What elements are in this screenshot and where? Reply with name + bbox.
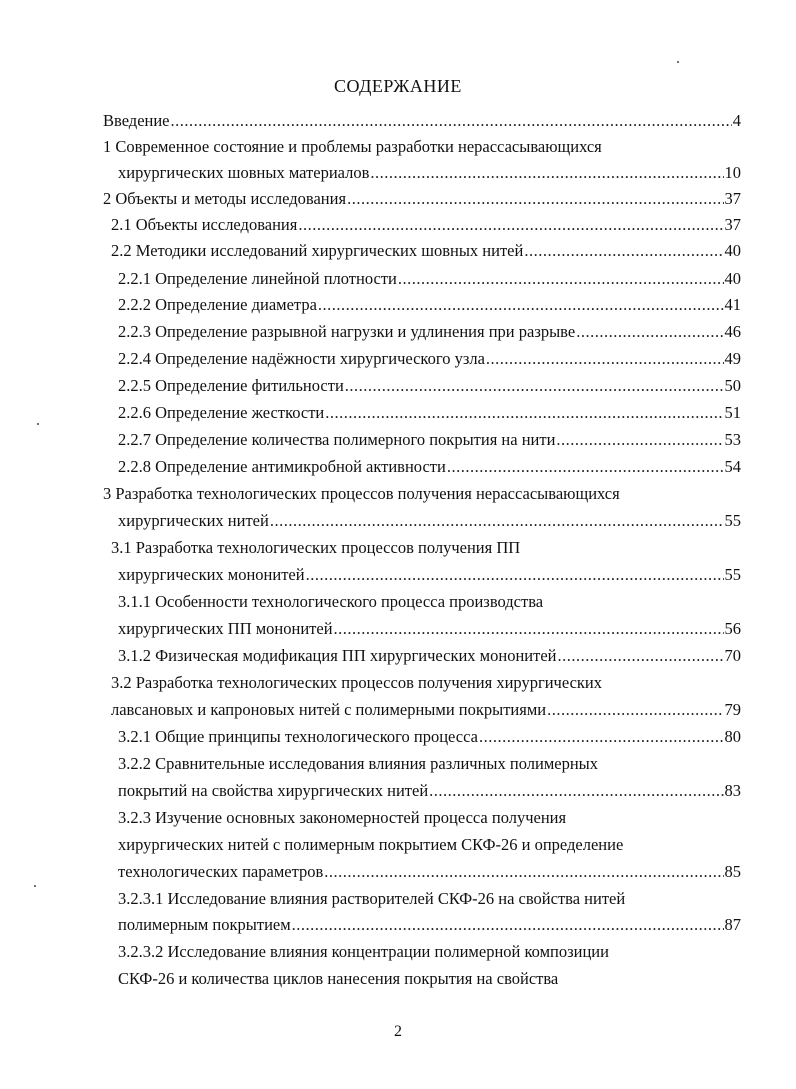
toc-leader-dots — [486, 348, 724, 370]
scan-speck — [37, 423, 39, 425]
toc-page-number: 87 — [724, 915, 741, 934]
toc-leader-dots — [547, 699, 723, 721]
toc-entry[interactable] — [118, 645, 741, 667]
toc-entry-line: 3.2 Разработка технологических процессов получения хирургических — [111, 673, 602, 692]
toc-page-number: 37 — [724, 215, 741, 234]
toc-entry[interactable] — [103, 188, 741, 210]
toc-leader-dots — [334, 618, 724, 640]
toc-entry[interactable] — [118, 564, 741, 586]
toc-leader-dots — [324, 861, 723, 883]
toc-entry-title: хирургических ПП мононитей — [118, 619, 333, 638]
toc-entry-title: 3.1.2 Физическая модификация ПП хирургических мононитей — [118, 646, 557, 665]
toc-entry-title: хирургических нитей — [118, 511, 269, 530]
toc-page-number: 49 — [724, 349, 741, 368]
toc-entry[interactable] — [118, 294, 741, 316]
toc-entry[interactable] — [118, 780, 741, 802]
toc-leader-dots — [429, 780, 723, 802]
toc-leader-dots — [171, 110, 732, 132]
toc-page-number: 40 — [724, 241, 741, 260]
toc-page-number: 10 — [724, 163, 741, 182]
toc-leader-dots — [306, 564, 724, 586]
toc-entry-title: 2.2.7 Определение количества полимерного покрытия на нити — [118, 430, 556, 449]
toc-entry-line: 3 Разработка технологических процессов получения нерассасывающихся — [103, 484, 620, 503]
toc-page-number: 55 — [724, 511, 741, 530]
toc-entry-title: 2.2.8 Определение антимикробной активности — [118, 457, 446, 476]
toc-page-number: 83 — [724, 781, 741, 800]
toc-leader-dots — [347, 188, 723, 210]
toc-entry[interactable] — [111, 699, 741, 721]
scan-speck — [677, 61, 679, 63]
toc-entry-line: 3.1.1 Особенности технологического процесса производства — [118, 592, 544, 611]
toc-entry-title: 2.1 Объекты исследования — [111, 215, 298, 234]
toc-entry[interactable] — [103, 110, 741, 132]
toc-entry-title: 2.2.2 Определение диаметра — [118, 295, 317, 314]
toc-leader-dots — [345, 375, 724, 397]
toc-entry-title: покрытий на свойства хирургических нитей — [118, 781, 429, 800]
toc-heading: СОДЕРЖАНИЕ — [334, 76, 462, 96]
toc-entry-line: 3.2.3.2 Исследование влияния концентрации полимерной композиции — [118, 942, 609, 961]
toc-entry[interactable] — [118, 456, 741, 478]
toc-entry-title: 2.2.5 Определение фитильности — [118, 376, 344, 395]
page-number: 2 — [394, 1023, 402, 1040]
toc-leader-dots — [398, 268, 724, 290]
toc-page-number: 46 — [724, 322, 741, 341]
toc-entry-title: лавсановых и капроновых нитей с полимерными покрытиями — [111, 700, 547, 719]
toc-entry[interactable] — [118, 510, 741, 532]
toc-page-number: 51 — [724, 403, 741, 422]
toc-page-number: 70 — [724, 646, 741, 665]
toc-entry[interactable] — [111, 240, 741, 262]
toc-page-number: 55 — [724, 565, 741, 584]
toc-leader-dots — [370, 162, 723, 184]
toc-entry-title: 2.2.4 Определение надёжности хирургического узла — [118, 349, 485, 368]
toc-leader-dots — [318, 294, 724, 316]
toc-entry-title: 3.2.1 Общие принципы технологического процесса — [118, 727, 478, 746]
toc-entry[interactable] — [118, 914, 741, 936]
toc-page-number: 54 — [724, 457, 741, 476]
toc-entry[interactable] — [111, 214, 741, 236]
toc-page-number: 40 — [724, 269, 741, 288]
toc-page-number: 53 — [724, 430, 741, 449]
toc-entry[interactable] — [118, 726, 741, 748]
toc-leader-dots — [479, 726, 724, 748]
toc-entry-title: Введение — [103, 111, 170, 130]
toc-entry[interactable] — [118, 402, 741, 424]
toc-leader-dots — [270, 510, 724, 532]
toc-page-number: 37 — [724, 189, 741, 208]
toc-page-number: 4 — [732, 111, 741, 130]
toc-leader-dots — [556, 429, 723, 451]
toc-entry[interactable] — [118, 268, 741, 290]
toc-leader-dots — [292, 914, 724, 936]
toc-leader-dots — [557, 645, 723, 667]
toc-leader-dots — [524, 240, 723, 262]
toc-entry-line: 3.2.3.1 Исследование влияния растворителей СКФ-26 на свойства нитей — [118, 889, 626, 908]
toc-entry[interactable] — [118, 348, 741, 370]
toc-entry-title: 2.2.6 Определение жесткости — [118, 403, 325, 422]
toc-entry-title: 2.2 Методики исследований хирургических шовных нитей — [111, 241, 524, 260]
toc-page-number: 41 — [724, 295, 741, 314]
toc-entry[interactable] — [118, 861, 741, 883]
toc-entry-title: хирургических шовных материалов — [118, 163, 370, 182]
toc-entry-title: хирургических мононитей — [118, 565, 305, 584]
toc-leader-dots — [576, 321, 723, 343]
toc-leader-dots — [325, 402, 723, 424]
toc-entry-title: 2.2.1 Определение линейной плотности — [118, 269, 397, 288]
toc-entry-title: 2 Объекты и методы исследования — [103, 189, 347, 208]
toc-entry-line: 1 Современное состояние и проблемы разработки нерассасывающихся — [103, 137, 602, 156]
toc-entry[interactable] — [118, 618, 741, 640]
toc-entry[interactable] — [118, 429, 741, 451]
toc-entry[interactable] — [118, 375, 741, 397]
toc-entry-line: 3.2.2 Сравнительные исследования влияния различных полимерных — [118, 754, 598, 773]
toc-entry-title: полимерным покрытием — [118, 915, 291, 934]
toc-entry-line: СКФ-26 и количества циклов нанесения покрытия на свойства — [118, 969, 559, 988]
toc-entry[interactable] — [118, 321, 741, 343]
toc-page-number: 50 — [724, 376, 741, 395]
toc-entry-line: 3.2.3 Изучение основных закономерностей процесса получения — [118, 808, 567, 827]
toc-page-number: 85 — [724, 862, 741, 881]
scan-speck — [34, 885, 36, 887]
toc-page-number: 56 — [724, 619, 741, 638]
toc-page-number: 79 — [724, 700, 741, 719]
toc-leader-dots — [298, 214, 723, 236]
toc-entry[interactable] — [118, 162, 741, 184]
toc-entry-title: технологических параметров — [118, 862, 324, 881]
toc-leader-dots — [447, 456, 724, 478]
toc-page-number: 80 — [724, 727, 741, 746]
toc-entry-line: хирургических нитей с полимерным покрытием СКФ-26 и определение — [118, 835, 624, 854]
toc-entry-title: 2.2.3 Определение разрывной нагрузки и удлинения при разрыве — [118, 322, 576, 341]
toc-entry-line: 3.1 Разработка технологических процессов получения ПП — [111, 538, 521, 557]
